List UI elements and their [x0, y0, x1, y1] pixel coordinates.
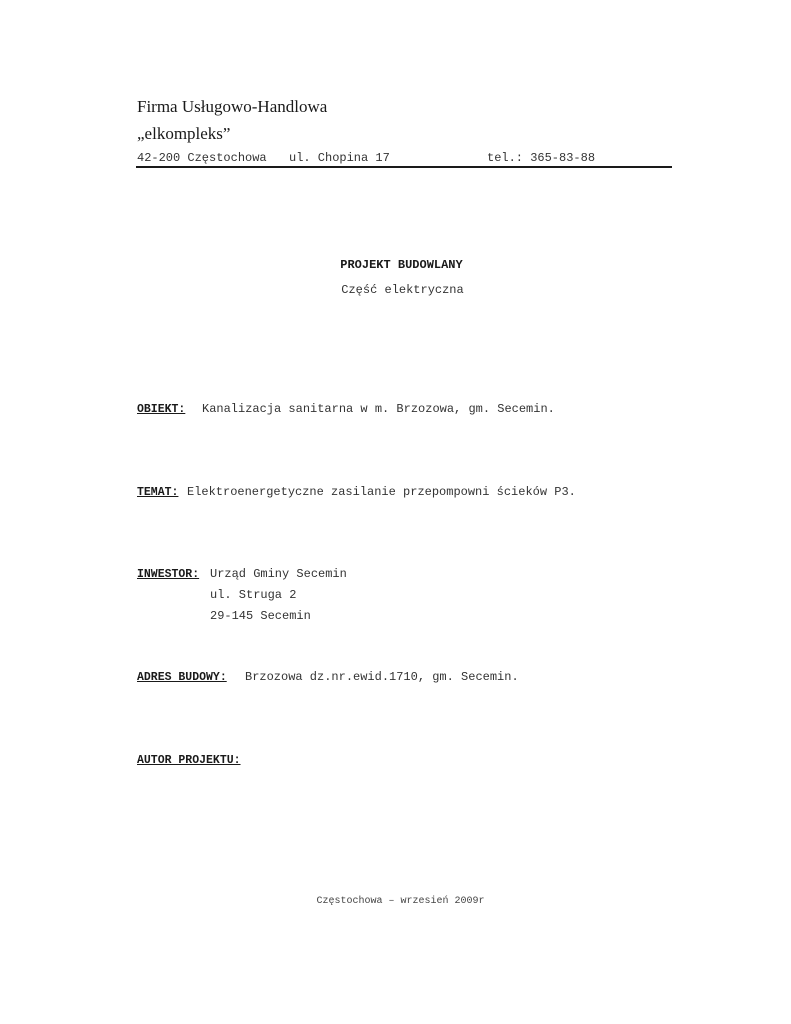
inwestor-postal: 29-145 Secemin [210, 609, 311, 623]
adres-budowy-label: ADRES BUDOWY: [137, 671, 227, 684]
inwestor-name: Urząd Gminy Secemin [210, 567, 347, 581]
adres-budowy-value: Brzozowa dz.nr.ewid.1710, gm. Secemin. [245, 670, 519, 684]
address-city: 42-200 Częstochowa [137, 151, 267, 165]
company-name: Firma Usługowo-Handlowa [137, 97, 328, 116]
autor-projektu-label: AUTOR PROJEKTU: [137, 754, 241, 767]
footer-place-date: Częstochowa – wrzesień 2009r [316, 896, 485, 907]
obiekt-value: Kanalizacja sanitarna w m. Brzozowa, gm. Secemin. [202, 402, 555, 416]
company-brand: „elkompleks” [137, 124, 231, 143]
temat-label: TEMAT: [137, 486, 179, 499]
phone-number: tel.: 365-83-88 [487, 151, 596, 165]
inwestor-label: INWESTOR: [137, 568, 200, 581]
document-subtitle: Część elektryczna [341, 283, 464, 297]
temat-value: Elektroenergetyczne zasilanie przepompowni ścieków P3. [187, 485, 576, 499]
address-street: ul. Chopina 17 [289, 151, 390, 165]
document-title: PROJEKT BUDOWLANY [340, 258, 463, 272]
obiekt-label: OBIEKT: [137, 403, 186, 416]
header-divider [136, 166, 672, 168]
inwestor-street: ul. Struga 2 [210, 588, 297, 602]
